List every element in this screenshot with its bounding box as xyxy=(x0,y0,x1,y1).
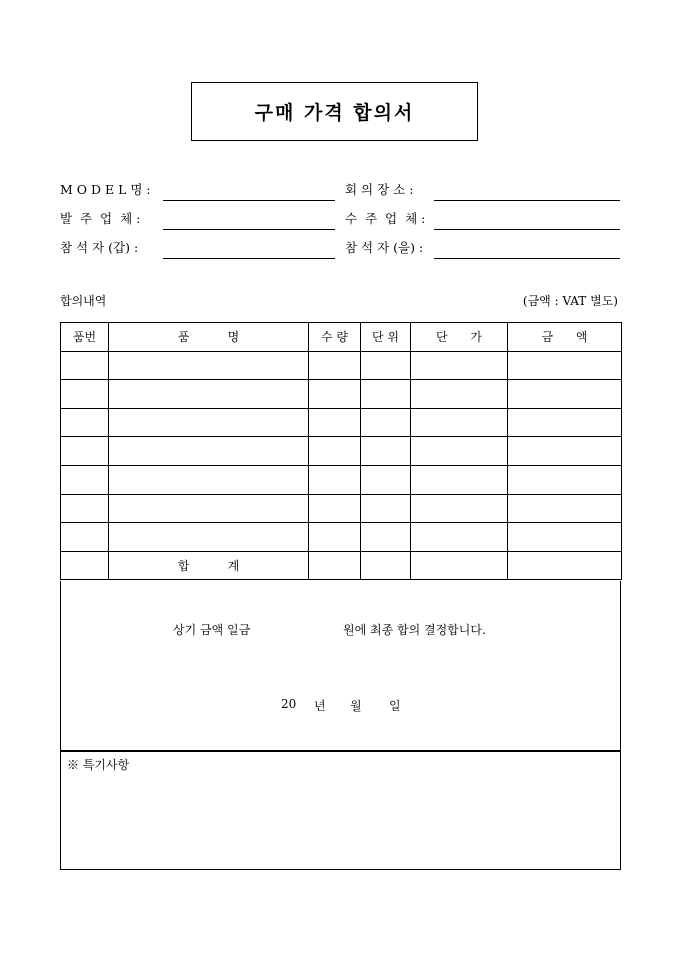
cell[interactable] xyxy=(508,351,622,380)
cell[interactable] xyxy=(411,551,508,580)
header-unit: 단 위 xyxy=(361,323,411,352)
attendee-a-field[interactable] xyxy=(163,258,335,259)
cell[interactable] xyxy=(109,351,309,380)
cell[interactable] xyxy=(309,494,361,523)
venue-label: 회 의 장 소 : xyxy=(345,182,414,197)
cell[interactable] xyxy=(309,465,361,494)
cell[interactable] xyxy=(361,351,411,380)
cell[interactable] xyxy=(411,408,508,437)
cell[interactable] xyxy=(361,494,411,523)
cell[interactable] xyxy=(309,551,361,580)
cell[interactable] xyxy=(61,380,109,409)
orderer-label: 발 주 업 체 : xyxy=(60,211,141,226)
attendee-b-field[interactable] xyxy=(434,258,620,259)
cell[interactable] xyxy=(411,465,508,494)
cell[interactable] xyxy=(309,437,361,466)
cell[interactable] xyxy=(361,523,411,552)
table-row xyxy=(61,437,622,466)
model-field[interactable] xyxy=(163,200,335,201)
table-row xyxy=(61,523,622,552)
cell[interactable] xyxy=(109,523,309,552)
cell[interactable] xyxy=(361,465,411,494)
amount-note: (금액 : VAT 별도) xyxy=(522,294,618,308)
cell[interactable] xyxy=(61,494,109,523)
table-row xyxy=(61,351,622,380)
remarks-label: ※ 특기사항 xyxy=(67,758,130,772)
supplier-field[interactable] xyxy=(434,229,620,230)
cell[interactable] xyxy=(61,465,109,494)
cell[interactable] xyxy=(61,351,109,380)
attendee-b-label: 참 석 자 (을) : xyxy=(345,240,424,255)
supplier-label: 수 주 업 체 : xyxy=(345,211,426,226)
date-year-unit: 년 xyxy=(314,699,326,713)
cell[interactable] xyxy=(309,351,361,380)
remarks-box[interactable] xyxy=(60,751,621,870)
cell[interactable] xyxy=(309,408,361,437)
document-title: 구매 가격 합의서 xyxy=(191,82,478,141)
cell[interactable] xyxy=(508,523,622,552)
cell[interactable] xyxy=(61,551,109,580)
cell[interactable] xyxy=(508,408,622,437)
header-quantity: 수 량 xyxy=(309,323,361,352)
confirmation-box xyxy=(60,581,621,751)
cell[interactable] xyxy=(361,551,411,580)
confirm-prefix: 상기 금액 일금 xyxy=(173,623,251,637)
table-row xyxy=(61,408,622,437)
header-item-no: 품번 xyxy=(61,323,109,352)
total-amount-cell[interactable] xyxy=(508,551,622,580)
table-row xyxy=(61,494,622,523)
cell[interactable] xyxy=(109,437,309,466)
header-item-name: 품 명 xyxy=(109,323,309,352)
header-unit-price: 단 가 xyxy=(411,323,508,352)
header-amount: 금 액 xyxy=(508,323,622,352)
cell[interactable] xyxy=(508,494,622,523)
cell[interactable] xyxy=(361,437,411,466)
cell[interactable] xyxy=(411,351,508,380)
cell[interactable] xyxy=(109,494,309,523)
cell[interactable] xyxy=(508,437,622,466)
confirm-suffix: 원에 최종 합의 결정합니다. xyxy=(343,623,486,637)
date-year: 20 xyxy=(281,697,297,711)
cell[interactable] xyxy=(61,523,109,552)
cell[interactable] xyxy=(109,380,309,409)
total-row xyxy=(61,551,622,580)
orderer-field[interactable] xyxy=(163,229,335,230)
cell[interactable] xyxy=(508,380,622,409)
items-table xyxy=(60,322,622,580)
venue-field[interactable] xyxy=(434,200,620,201)
cell[interactable] xyxy=(411,523,508,552)
cell[interactable] xyxy=(411,437,508,466)
cell[interactable] xyxy=(309,523,361,552)
cell[interactable] xyxy=(109,465,309,494)
table-row xyxy=(61,380,622,409)
cell[interactable] xyxy=(361,380,411,409)
model-label: M O D E L 명 : xyxy=(60,182,151,197)
cell[interactable] xyxy=(411,494,508,523)
cell[interactable] xyxy=(109,408,309,437)
section-label: 합의내역 xyxy=(60,294,107,308)
cell[interactable] xyxy=(61,408,109,437)
attendee-a-label: 참 석 자 (갑) : xyxy=(60,240,139,255)
cell[interactable] xyxy=(309,380,361,409)
date-month-unit: 월 xyxy=(350,699,362,713)
cell[interactable] xyxy=(508,465,622,494)
cell[interactable] xyxy=(61,437,109,466)
date-day-unit: 일 xyxy=(389,699,401,713)
table-row xyxy=(61,465,622,494)
cell[interactable] xyxy=(361,408,411,437)
cell[interactable] xyxy=(411,380,508,409)
total-label: 합 계 xyxy=(109,551,309,580)
table-header-row xyxy=(61,323,622,352)
